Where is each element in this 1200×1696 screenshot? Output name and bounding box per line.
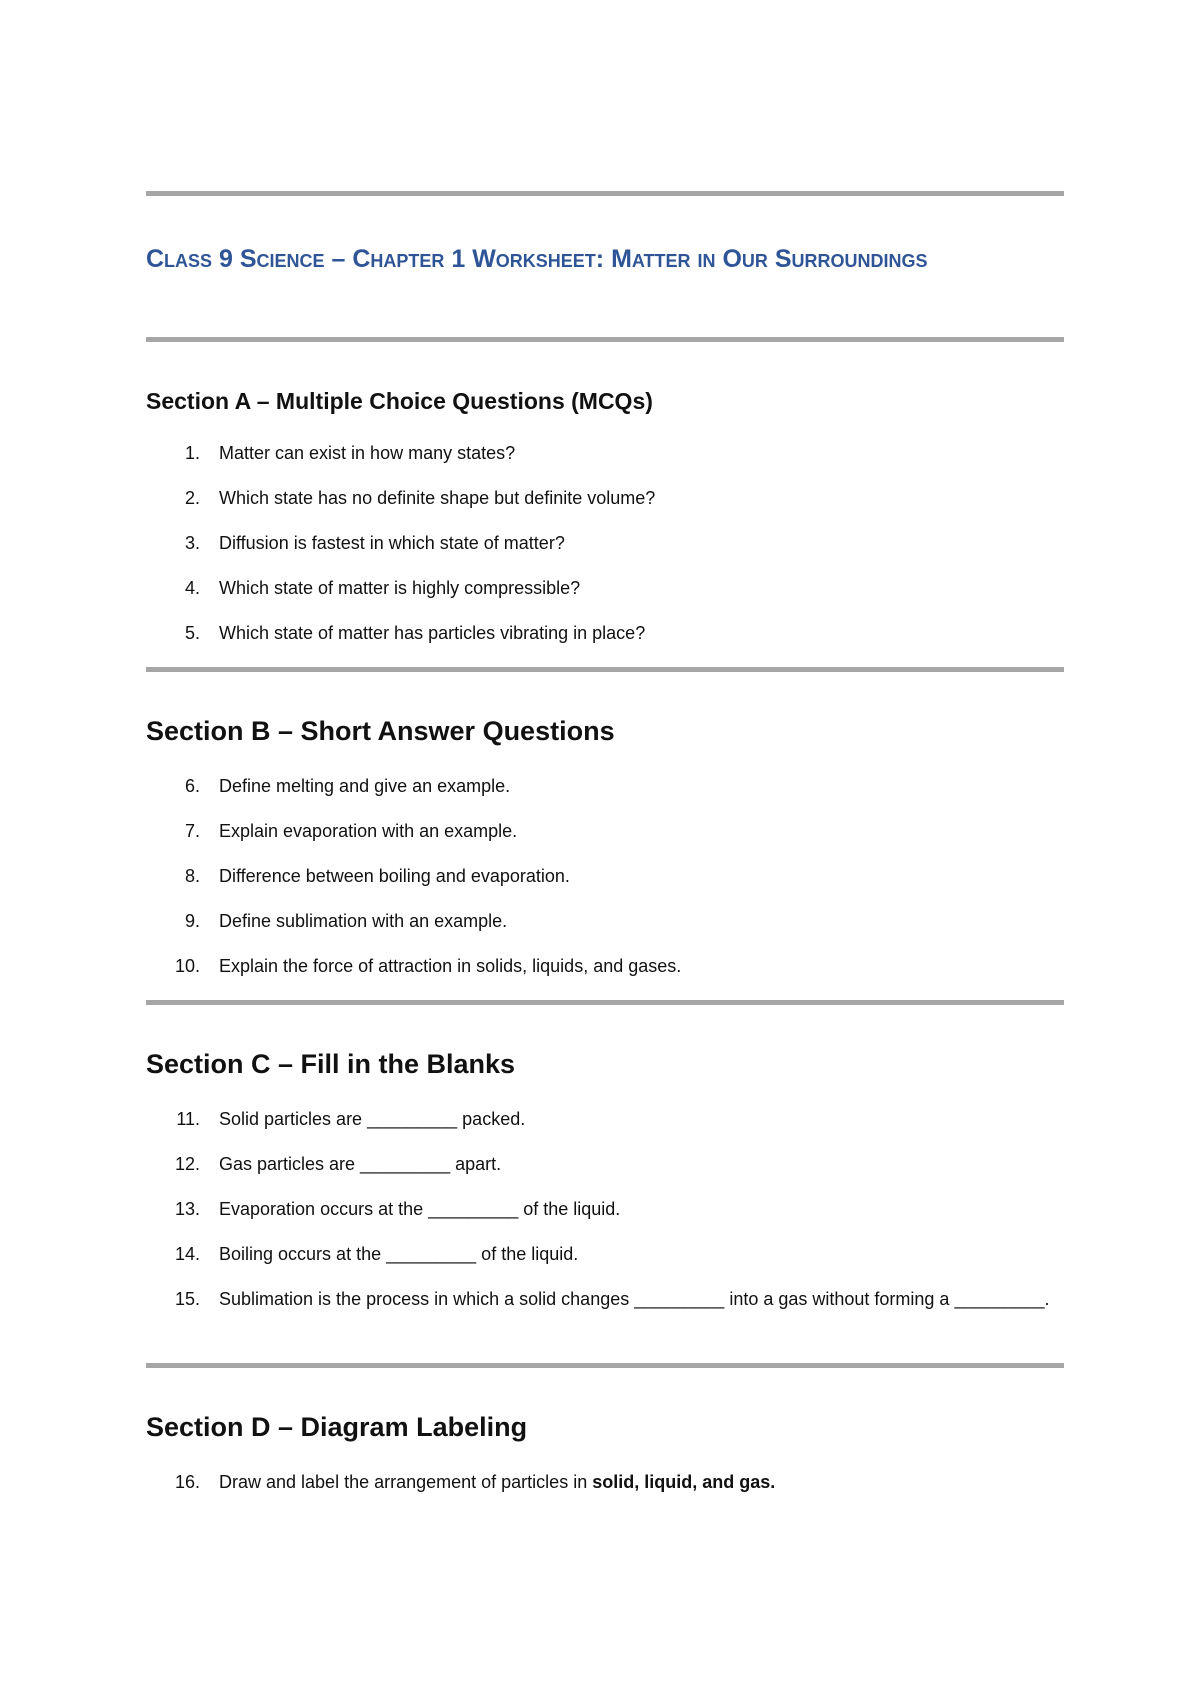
question-item (146, 438, 1064, 468)
question-item (146, 528, 1064, 558)
question-item (146, 771, 1064, 801)
question-item (146, 1104, 1064, 1134)
question-text: Define melting and give an example. (219, 776, 511, 796)
title-divider (146, 337, 1064, 342)
question-number: 13. (174, 1199, 200, 1219)
section-b-questions (146, 771, 1064, 996)
question-text: Explain the force of attraction in solids, liquids, and gases. (219, 956, 682, 976)
question-text: Matter can exist in how many states? (219, 443, 516, 463)
section-a-questions (146, 438, 1064, 663)
question-text: Solid particles are _________ packed. (219, 1109, 526, 1129)
question-text: Which state of matter is highly compressible? (219, 578, 581, 598)
question-number: 2. (184, 488, 200, 508)
question-text: Diffusion is fastest in which state of matter? (219, 533, 565, 553)
question-number: 11. (176, 1109, 200, 1129)
question-item (146, 816, 1064, 846)
question-text: Explain evaporation with an example. (219, 821, 518, 841)
document-title: Class 9 Science – Chapter 1 Worksheet: Matter in Our Surroundings (146, 245, 928, 273)
question-number: 5. (184, 623, 200, 643)
section-b-divider (146, 1000, 1064, 1005)
question-number: 4. (184, 578, 200, 598)
question-item (146, 906, 1064, 936)
question-text: Difference between boiling and evaporation. (219, 866, 570, 886)
question-number: 6. (184, 776, 200, 796)
question-text: Boiling occurs at the _________ of the liquid. (219, 1244, 579, 1264)
section-d-questions (146, 1467, 1064, 1512)
question-number: 12. (174, 1154, 200, 1174)
question-text: Define sublimation with an example. (219, 911, 508, 931)
question-item (146, 1239, 1064, 1269)
question-item (146, 483, 1064, 513)
question-item (146, 618, 1064, 648)
section-a-divider (146, 667, 1064, 672)
question-text: Sublimation is the process in which a solid changes _________ into a gas without forming a _________. (219, 1289, 1050, 1309)
question-item (146, 1284, 1064, 1314)
question-text: Draw and label the arrangement of particles in (219, 1472, 593, 1492)
question-item (146, 573, 1064, 603)
question-number: 9. (184, 911, 200, 931)
question-number: 7. (184, 821, 200, 841)
section-b-heading: Section B – Short Answer Questions (146, 716, 615, 746)
question-number: 1. (184, 443, 200, 463)
question-text-bold: solid, liquid, and gas. (592, 1472, 776, 1492)
question-text: Gas particles are _________ apart. (219, 1154, 502, 1174)
question-item (146, 951, 1064, 981)
question-text: Which state of matter has particles vibrating in place? (219, 623, 646, 643)
top-divider (146, 191, 1064, 196)
section-a-heading: Section A – Multiple Choice Questions (MCQs) (146, 388, 653, 414)
question-number: 8. (184, 866, 200, 886)
question-number: 10. (174, 956, 200, 976)
question-number: 16. (174, 1472, 200, 1492)
question-item (146, 1149, 1064, 1179)
question-item (146, 861, 1064, 891)
question-number: 15. (174, 1289, 200, 1309)
question-text: Evaporation occurs at the _________ of the liquid. (219, 1199, 621, 1219)
section-c-divider (146, 1363, 1064, 1368)
question-number: 3. (184, 533, 200, 553)
question-item (146, 1194, 1064, 1224)
worksheet-page (146, 0, 1064, 1696)
section-c-questions (146, 1104, 1064, 1314)
section-d-heading: Section D – Diagram Labeling (146, 1412, 528, 1442)
question-text: Which state has no definite shape but definite volume? (219, 488, 656, 508)
section-c-heading: Section C – Fill in the Blanks (146, 1049, 516, 1079)
question-number: 14. (174, 1244, 200, 1264)
question-item (146, 1467, 1064, 1497)
